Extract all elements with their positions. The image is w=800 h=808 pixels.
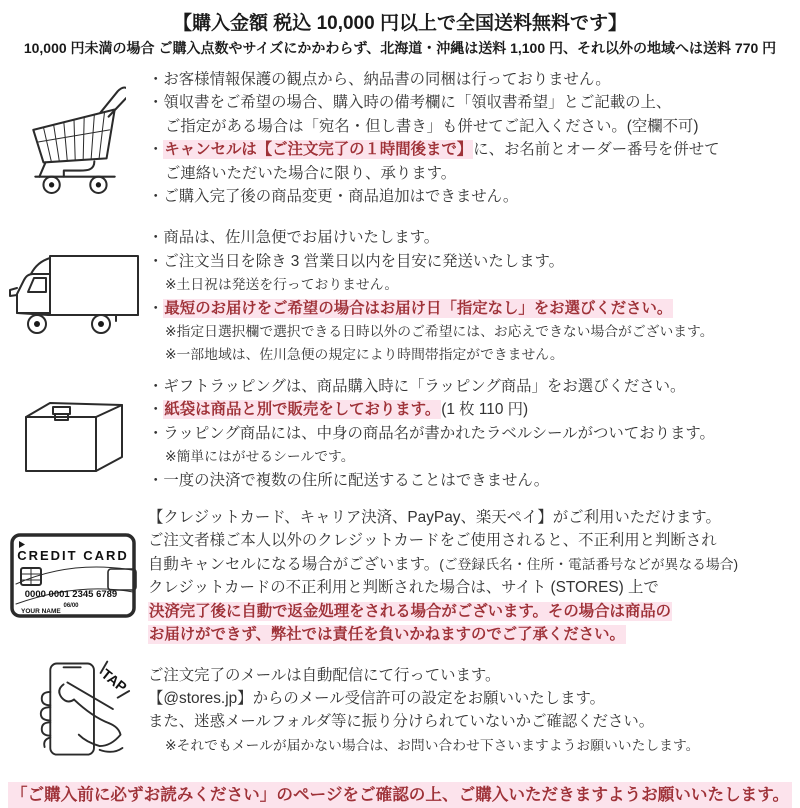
text-line bbox=[148, 185, 800, 208]
section-payment bbox=[0, 506, 800, 646]
phone-tap-label: TAP bbox=[97, 666, 129, 697]
text-segment-normal: ・ bbox=[148, 141, 164, 159]
text-segment-normal: 【@stores.jp】からのメール受信許可の設定をお願いいたします。 bbox=[148, 689, 606, 707]
phone-tap-icon bbox=[0, 654, 148, 766]
text-segment-normal: ご注文完了のメールは自動配信にて行っています。 bbox=[148, 666, 501, 684]
text-segment-note: ※土日祝は発送を行っておりません。 bbox=[165, 277, 399, 293]
text-line bbox=[148, 553, 800, 576]
text-line bbox=[148, 576, 800, 599]
text-segment-note: (ご登録氏名・住所・電話番号などが異なる場合) bbox=[439, 556, 739, 572]
text-line bbox=[148, 343, 800, 366]
text-segment-normal: 【クレジットカード、キャリア決済、PayPay、楽天ペイ】がご利用いただけます。 bbox=[148, 508, 721, 526]
text-segment-normal: クレジットカードの不正利用と判断された場合は、サイト (STORES) 上で bbox=[148, 579, 659, 597]
text-segment-note: ※一部地域は、佐川急便の規定により時間帯指定ができません。 bbox=[165, 347, 564, 363]
text-segment-note: ※簡単にはがせるシールです。 bbox=[165, 449, 355, 465]
text-segment-note: ※それでもメールが届かない場合は、お問い合わせ下さいますようお願いいたします。 bbox=[165, 737, 700, 753]
text-segment-normal: ご指定がある場合は「宛名・但し書き」も併せてご記入ください。(空欄不可) bbox=[165, 117, 699, 135]
text-line bbox=[148, 710, 800, 733]
delivery-truck-icon bbox=[0, 249, 148, 344]
section-order-email-text bbox=[148, 664, 800, 758]
text-segment-em: お届けができず、弊社では責任を負いかねますのでご了承ください。 bbox=[149, 625, 625, 643]
section-order-email bbox=[0, 654, 800, 766]
page-subtitle: 10,000 円未満の場合 ご購入点数やサイズにかかわらず、北海道・沖縄は送料 1,100 円、それ以外の地域へは送料 770 円 bbox=[23, 40, 777, 56]
text-segment-normal: ご連絡いただいた場合に限り、承ります。 bbox=[165, 164, 457, 182]
text-segment-em: 最短のお届けをご希望の場合はお届け日「指定なし」をお選びください。 bbox=[164, 299, 673, 317]
text-line bbox=[148, 422, 800, 445]
credit-card-label: CREDIT CARD bbox=[17, 548, 129, 564]
text-line bbox=[148, 529, 800, 552]
page-footer bbox=[0, 782, 800, 808]
text-segment-normal: ご注文者様ご本人以外のクレジットカードをご使用されると、不正利用と判断され bbox=[148, 532, 717, 550]
text-segment-normal: に、お名前とオーダー番号を併せて bbox=[473, 141, 720, 159]
text-line bbox=[148, 91, 800, 114]
section-order-notes bbox=[0, 68, 800, 208]
section-payment-text bbox=[148, 506, 800, 646]
text-segment-normal: 自動キャンセルになる場合がございます。 bbox=[148, 555, 440, 573]
text-line bbox=[148, 445, 800, 468]
text-line bbox=[148, 469, 800, 492]
text-segment-normal: ・ご購入完了後の商品変更・商品追加はできません。 bbox=[148, 188, 519, 206]
text-line bbox=[148, 664, 800, 687]
section-order-notes-text bbox=[148, 68, 800, 208]
page-title: 【購入金額 税込 10,000 円以上で全国送料無料です】 bbox=[173, 13, 627, 34]
text-line bbox=[148, 600, 800, 623]
section-shipping bbox=[0, 226, 800, 366]
credit-card-icon bbox=[0, 530, 148, 622]
text-line bbox=[148, 250, 800, 273]
text-segment-normal: ・ bbox=[148, 299, 164, 317]
text-segment-normal: ・一度の決済で複数の住所に配送することはできません。 bbox=[148, 471, 550, 489]
section-gift-wrapping bbox=[0, 375, 800, 492]
shopping-cart-icon bbox=[0, 81, 148, 195]
text-line bbox=[148, 68, 800, 91]
section-shipping-text bbox=[148, 226, 800, 366]
text-line bbox=[148, 226, 800, 249]
text-segment-normal: ・領収書をご希望の場合、購入時の備考欄に「領収書希望」とご記載の上、 bbox=[148, 94, 672, 112]
text-line bbox=[148, 623, 800, 646]
text-line bbox=[148, 506, 800, 529]
text-segment-normal: ・商品は、佐川急便でお届けいたします。 bbox=[148, 229, 440, 247]
text-line bbox=[148, 687, 800, 710]
package-box-icon bbox=[0, 387, 148, 479]
text-segment-normal: ・ご注文当日を除き 3 営業日以内を目安に発送いたします。 bbox=[148, 252, 565, 270]
text-segment-note: ※指定日選択欄で選択できる日時以外のご希望には、お応えできない場合がございます。 bbox=[165, 324, 714, 340]
credit-card-expiry: 06/00 bbox=[63, 603, 79, 610]
text-segment-normal: (1 枚 110 円) bbox=[441, 401, 529, 419]
text-segment-em: キャンセルは【ご注文完了の１時間後まで】 bbox=[164, 141, 473, 159]
text-line bbox=[148, 734, 800, 757]
text-segment-em: 決済完了後に自動で返金処理をされる場合がございます。その場合は商品の bbox=[149, 602, 672, 620]
text-line bbox=[148, 375, 800, 398]
text-segment-normal: ・ bbox=[148, 401, 164, 419]
policy-sections bbox=[0, 68, 800, 766]
text-line bbox=[148, 320, 800, 343]
text-line bbox=[148, 115, 800, 138]
text-line bbox=[148, 162, 800, 185]
text-line bbox=[148, 273, 800, 296]
section-gift-wrapping-text bbox=[148, 375, 800, 492]
text-line bbox=[148, 398, 800, 421]
page-header bbox=[0, 0, 800, 59]
text-segment-normal: ・お客様情報保護の観点から、納品書の同梱は行っておりません。 bbox=[148, 71, 611, 88]
credit-card-number: 0000 0001 2345 6789 bbox=[24, 589, 118, 601]
text-line bbox=[148, 138, 800, 161]
text-line bbox=[148, 297, 800, 320]
text-segment-normal: ・ギフトラッピングは、商品購入時に「ラッピング商品」をお選びください。 bbox=[148, 377, 686, 395]
text-segment-normal: また、迷惑メールフォルダ等に振り分けられていないかご確認ください。 bbox=[148, 713, 655, 731]
text-segment-normal: ・ラッピング商品には、中身の商品名が書かれたラベルシールがついております。 bbox=[148, 424, 715, 442]
footer-warning-text: 「ご購入前に必ずお読みください」のページをご確認の上、ご購入いただきますようお願いいたします。 bbox=[8, 782, 792, 808]
credit-card-name: YOUR NAME bbox=[21, 608, 61, 616]
text-segment-em: 紙袋は商品と別で販売をしております。 bbox=[164, 401, 441, 419]
